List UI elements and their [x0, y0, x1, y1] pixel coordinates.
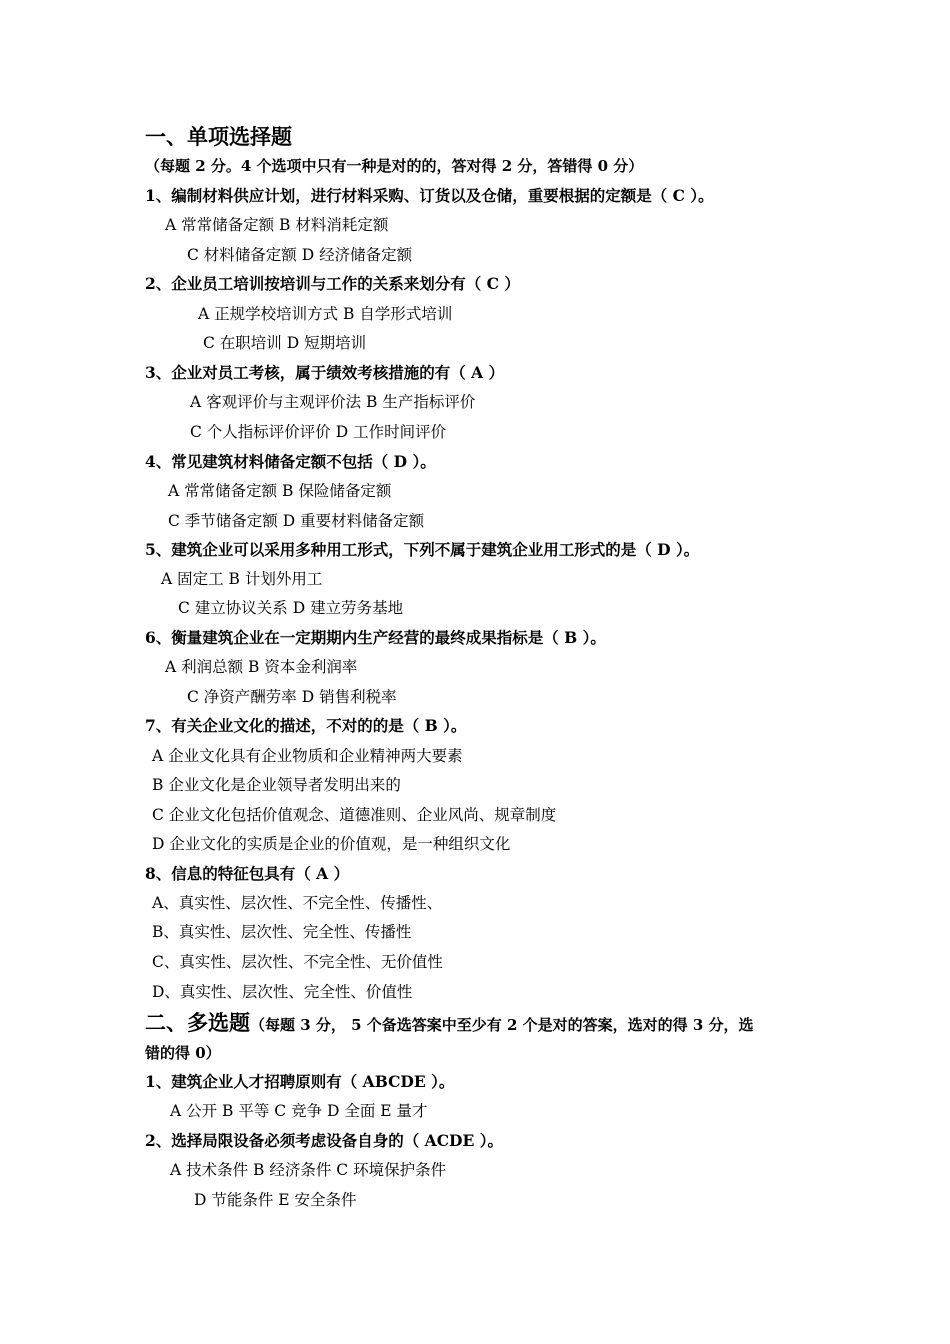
- q4-options-line2: C 季节储备定额 D 重要材料储备定额: [168, 512, 425, 530]
- q5-options-line2: C 建立协议关系 D 建立劳务基地: [178, 599, 404, 617]
- q2-stem: 2、企业员工培训按培训与工作的关系来划分有（ C ）: [145, 274, 520, 293]
- q8-option-d: D、真实性、层次性、完全性、价值性: [152, 983, 413, 1001]
- q5-stem: 5、建筑企业可以采用多种用工形式，下列不属于建筑企业用工形式的是（ D ）。: [145, 540, 700, 559]
- q3-options-line1: A 客观评价与主观评价法 B 生产指标评价: [190, 393, 476, 411]
- q7-option-a: A 企业文化具有企业物质和企业精神两大要素: [152, 747, 463, 765]
- q6-stem: 6、衡量建筑企业在一定期期内生产经营的最终成果指标是（ B ）。: [145, 628, 606, 647]
- q2-options-line1: A 正规学校培训方式 B 自学形式培训: [198, 305, 453, 323]
- q7-option-d: D 企业文化的实质是企业的价值观，是一种组织文化: [152, 835, 511, 853]
- q1-stem: 1、编制材料供应计划，进行材料采购、订货以及仓储，重要根据的定额是（ C ）。: [145, 186, 714, 205]
- q8-option-c: C、真实性、层次性、不完全性、无价值性: [152, 953, 443, 971]
- section2-note-line1: （每题 3 分， 5 个备选答案中至少有 2 个是对的答案，选对的得 3 分，选: [250, 1016, 754, 1034]
- q7-option-b: B 企业文化是企业领导者发明出来的: [152, 776, 401, 794]
- section1-note: （每题 2 分。4 个选项中只有一种是对的的，答对得 2 分，答错得 0 分）: [145, 157, 644, 175]
- q1-options-line2: C 材料储备定额 D 经济储备定额: [187, 246, 413, 264]
- q4-stem: 4、常见建筑材料储备定额不包括（ D ）。: [145, 452, 436, 471]
- q3-stem: 3、企业对员工考核，属于绩效考核措施的有（ A ）: [145, 363, 505, 382]
- m1-stem: 1、建筑企业人才招聘原则有（ ABCDE ）。: [145, 1072, 455, 1091]
- section1-title: 一、单项选择题: [145, 124, 292, 149]
- q2-options-line2: C 在职培训 D 短期培训: [203, 334, 367, 352]
- q8-option-b: B、真实性、层次性、完全性、传播性: [152, 923, 412, 941]
- m2-stem: 2、选择局限设备必须考虑设备自身的（ ACDE ）。: [145, 1131, 503, 1150]
- q7-stem: 7、有关企业文化的描述，不对的的是（ B ）。: [145, 716, 467, 735]
- m2-options-line1: A 技术条件 B 经济条件 C 环境保护条件: [170, 1161, 447, 1179]
- q6-options-line2: C 净资产酬劳率 D 销售利税率: [187, 688, 397, 706]
- q7-option-c: C 企业文化包括价值观念、道德准则、企业风尚、规章制度: [152, 806, 557, 824]
- section2-title: 二、多选题: [145, 1010, 250, 1035]
- q8-stem: 8、信息的特征包具有（ A ）: [145, 864, 350, 883]
- m1-options: A 公开 B 平等 C 竞争 D 全面 E 量才: [170, 1102, 428, 1120]
- section2-note-line2: 错的得 0）: [145, 1044, 221, 1062]
- q1-options-line1: A 常常储备定额 B 材料消耗定额: [165, 216, 389, 234]
- section2-heading: [145, 1010, 754, 1036]
- q6-options-line1: A 利润总额 B 资本金利润率: [165, 658, 358, 676]
- m2-options-line2: D 节能条件 E 安全条件: [194, 1191, 357, 1209]
- q8-option-a: A、真实性、层次性、不完全性、传播性、: [152, 894, 443, 912]
- q3-options-line2: C 个人指标评价评价 D 工作时间评价: [190, 423, 447, 441]
- q5-options-line1: A 固定工 B 计划外用工: [161, 570, 323, 588]
- q4-options-line1: A 常常储备定额 B 保险储备定额: [168, 482, 392, 500]
